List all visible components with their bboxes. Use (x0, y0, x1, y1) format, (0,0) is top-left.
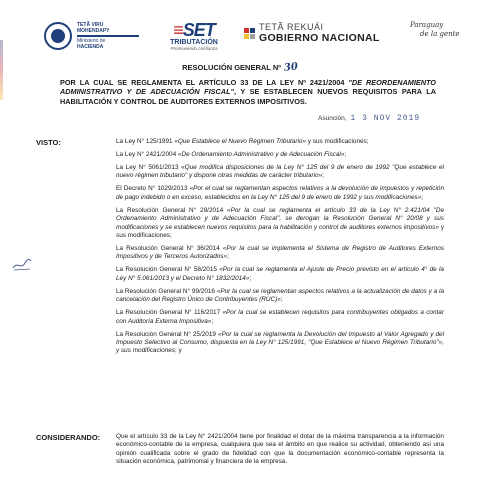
resolution-title (0, 62, 480, 73)
letterhead (0, 8, 480, 62)
gobierno-logo (244, 22, 380, 44)
gobierno-line2: GOBIERNO NACIONAL (259, 32, 380, 44)
date-stamp: 1 3 NOV 2019 (350, 114, 421, 123)
set-logo (162, 20, 226, 51)
visto-item: La Resolución General N° 58/2015 «Por la cual se reglamenta el Ajuste de Precio previsto en el artículo 4° de la Ley N° 5.061/2013 y el Decreto N° 1832/2014»; (116, 266, 444, 282)
visto-item: La Resolución General N° 99/2016 «Por la cual se reglamentan aspectos relativos a la actualización de datos y a la cancelación del Registro Único de Contribuyentes (RUC)»; (116, 287, 444, 304)
set-mark: ≡SET (173, 20, 215, 40)
visto-label: VISTO: (36, 138, 61, 147)
hacienda-line1: TETÃ VIRU (77, 22, 104, 28)
hacienda-line4: HACIENDA (77, 44, 104, 50)
visto-item: La Resolución General N° 36/2014 «Por la cual se implementa el Sistema de Registro de Auditores Externos Impositivos y de Terceros Autorizados»; (116, 245, 445, 261)
resolution-subject (60, 78, 436, 106)
resolution-number: 30 (283, 61, 299, 74)
pen-margin-mark-icon (12, 258, 32, 272)
hacienda-logo (44, 22, 139, 50)
visto-item: El Decreto N° 1029/2013 «Por el cual se reglamentan aspectos relativos a la devolución de impuestos y repetición de pago indebido o en exceso, establecidos en la Ley N° 125 del 9 de enero de 1992 y sus modificaciones»; (116, 185, 444, 201)
visto-item: La Ley N° 125/1991 «Que Establece el Nuevo Régimen Tributario» y sus modificaciones; (116, 138, 369, 145)
visto-item: La Resolución General N° 116/2017 «Por la cual se establecen requisitos para contribuyentes obligados a contar con Auditoría Externa Impositiva»; (116, 309, 444, 325)
hacienda-line3: Ministerio de (77, 38, 106, 44)
set-sub: TRIBUTACIÓN (170, 39, 218, 46)
slogan-line2: de la gente (420, 30, 460, 38)
gobierno-squares-icon (244, 28, 255, 39)
considerando-label: CONSIDERANDO: (36, 433, 101, 442)
visto-list (116, 138, 444, 360)
visto-item: La Ley N° 2421/2004 «De Ordenamiento Administrativo y de Adecuación Fiscal»; (116, 151, 347, 158)
subject-part1: POR LA CUAL SE REGLAMENTA EL ARTÍCULO 33 DE LA LEY Nº 2421/2004 (60, 78, 349, 87)
hacienda-line2: MOHENDAPY (77, 28, 110, 34)
slogan-line1: Paraguay (410, 21, 444, 29)
considerando-text: Que el artículo 33 de la Ley N° 2421/2004 tiene por finalidad el dotar de la máxima transparencia a la información económico-contable de la empresa, cualquiera que sea el ámbito en que realice su actividad, obteniendo así una opinión cualificada sobre el grado de fidelidad con que la documentación económico-contable representa la situación económica, patrimonial y financiera de la empresa. (116, 433, 444, 466)
resolution-title-text: RESOLUCIÓN GENERAL Nº (182, 63, 281, 72)
set-tagline: Promoviendo confianza (170, 46, 218, 51)
visto-item: La Resolución General N° 29/2014 «Por la cual se reglamenta el artículo 33 de la Ley N° 2.421/04 "De Ordenamiento Administrativo y de Adecuación Fiscal", se derogan la Resolución General N° 20/08 y sus modificaciones y se establecen nuevos requisitos para la habilitación y control de auditores externos impositivos» y sus modificaciones; (116, 206, 445, 240)
date-line (318, 114, 420, 123)
national-seal-icon (44, 22, 72, 50)
gobierno-line1: TETÃ REKUÁI (259, 22, 324, 32)
visto-item: La Ley N° 5061/2013 «Que modifica disposiciones de la Ley N° 125 del 9 de enero de 1992 "Que establece el nuevo régimen tributario" y dispone otras medidas de carácter tributario»; (116, 164, 444, 180)
date-city: Asunción, (318, 115, 347, 122)
subject-part2: "DE REORDENAMIENTO ADMINISTRATIVO Y DE ADECUACIÓN FISCAL" (60, 78, 436, 97)
paraguay-slogan (410, 21, 460, 39)
subject-part3: , Y SE ESTABLECEN NUEVOS REQUISITOS PARA LA HABILITACIÓN Y CONTROL DE AUDITORES EXTERNOS IMPOSITIVOS. (60, 87, 436, 106)
visto-item: La Resolución General N° 25/2019 «Por la cual se reglamenta la Devolución del Impuesto al Valor Agregado y del Impuesto Selectivo al Consumo, dispuesta en la Ley N° 125/1991, "Que Establece el Nuevo Régimen Tributario"», y sus modificaciones; y (116, 330, 445, 355)
